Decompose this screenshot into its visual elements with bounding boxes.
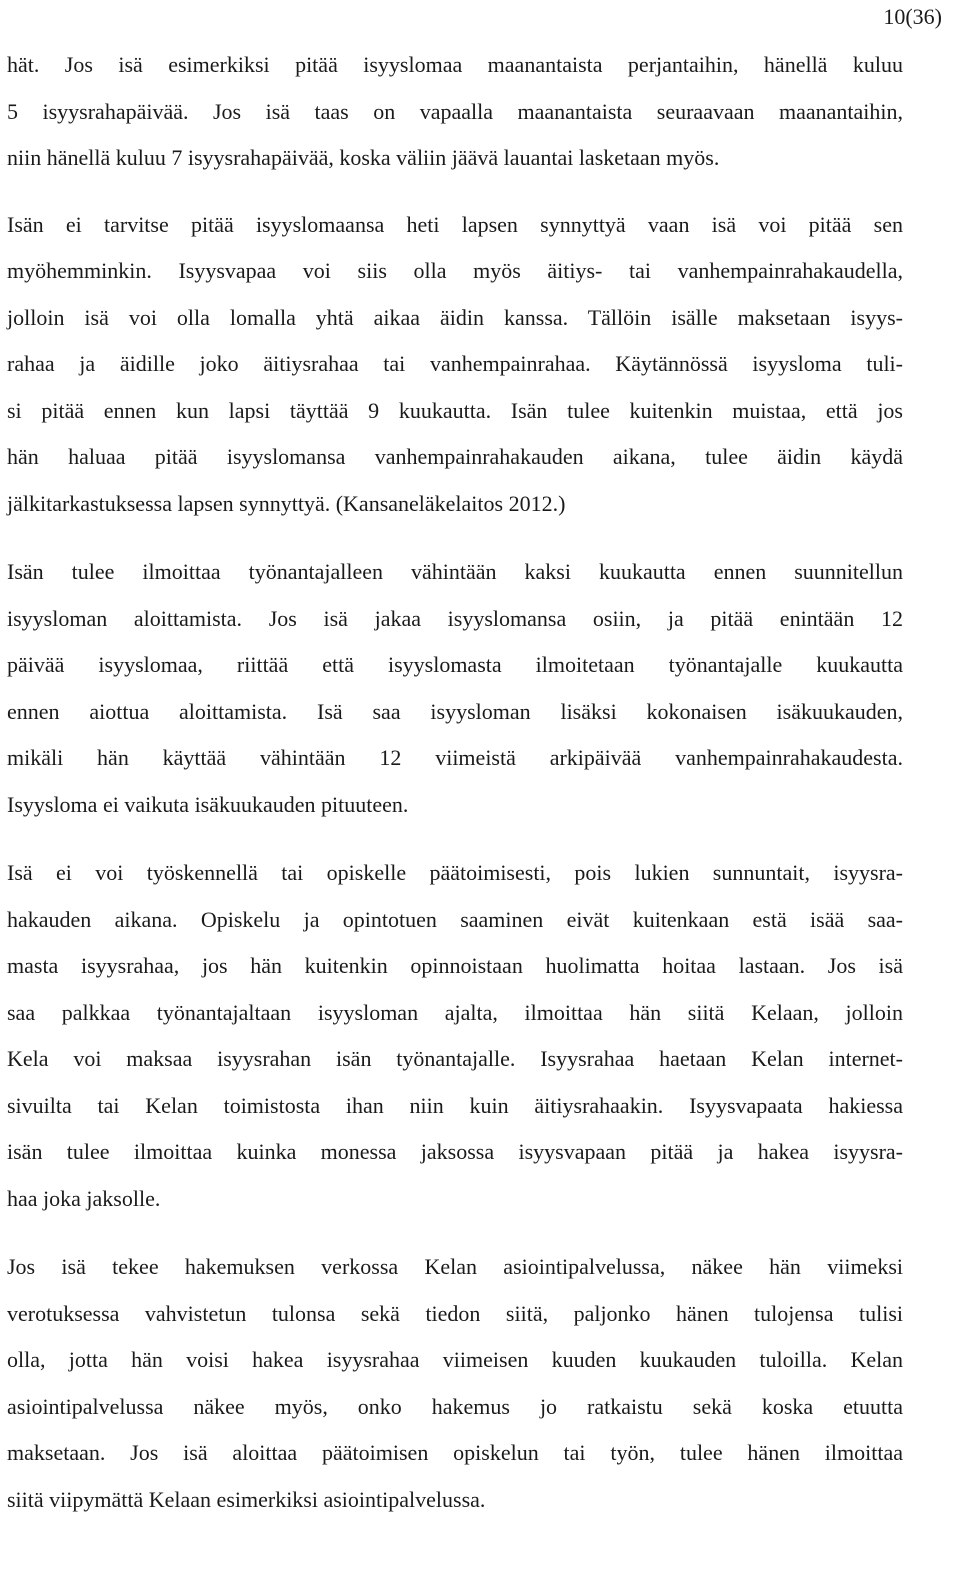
text-line: Isän tulee ilmoittaa työnantajalleen vähintään kaksi kuukautta ennen suunnitellun (7, 559, 903, 584)
text-line: myöhemminkin. Isyysvapaa voi siis olla myös äitiys- tai vanhempainrahakaudella, (7, 258, 903, 283)
paragraph-spacer (7, 828, 903, 850)
text-line: hakauden aikana. Opiskelu ja opintotuen saaminen eivät kuitenkaan estä isää saa- (7, 906, 903, 932)
text-line: ennen aiottua aloittamista. Isä saa isyysloman lisäksi kokonaisen isäkuukauden, (7, 698, 903, 724)
text-line: jälkitarkastuksessa lapsen synnyttyä. (Kansaneläkelaitos 2012.) (7, 490, 566, 516)
text-line: Isän ei tarvitse pitää isyyslomaansa heti lapsen synnyttyä vaan isä voi pitää sen (7, 211, 903, 237)
text-line: hät. Jos isä esimerkiksi pitää isyyslomaa maanantaista perjantaihin, hänellä kuluu (7, 52, 903, 77)
text-line: niin hänellä kuluu 7 isyysrahapäivää, koska väliin jäävä lauantai lasketaan myös. (7, 145, 720, 170)
paragraph-1 (7, 42, 903, 182)
paragraph-5 (7, 1244, 903, 1523)
text-line: päivää isyyslomaa, riittää että isyyslomasta ilmoitetaan työnantajalle kuukautta (7, 652, 903, 677)
text-line: sivuilta tai Kelan toimistosta ihan niin kuin äitiysrahaakin. Isyysvapaata hakiessa (7, 1092, 903, 1118)
text-line: Isyysloma ei vaikuta isäkuukauden pituuteen. (7, 791, 409, 817)
text-line: verotuksessa vahvistetun tulonsa sekä tiedon siitä, paljonko hänen tulojensa tulisi (7, 1300, 903, 1326)
text-line: si pitää ennen kun lapsi täyttää 9 kuukautta. Isän tulee kuitenkin muistaa, että jos (7, 397, 903, 423)
text-line: isyysloman aloittamista. Jos isä jakaa isyyslomansa osiin, ja pitää enintään 12 (7, 605, 903, 631)
paragraph-spacer (7, 1222, 903, 1244)
text-line: asiointipalvelussa näkee myös, onko hakemus jo ratkaistu sekä koska etuutta (7, 1393, 903, 1419)
text-line: rahaa ja äidille joko äitiysrahaa tai vanhempainrahaa. Käytännössä isyysloma tuli- (7, 351, 903, 376)
paragraph-spacer (7, 182, 903, 202)
document-body (7, 42, 903, 1523)
text-line: saa palkkaa työnantajaltaan isyysloman ajalta, ilmoittaa hän siitä Kelaan, jolloin (7, 999, 903, 1025)
paragraph-spacer (7, 527, 903, 549)
text-line: mikäli hän käyttää vähintään 12 viimeistä arkipäivää vanhempainrahakaudesta. (7, 745, 903, 770)
paragraph-4 (7, 850, 903, 1222)
text-line: hän haluaa pitää isyyslomansa vanhempainrahakauden aikana, tulee äidin käydä (7, 444, 903, 469)
paragraph-3 (7, 549, 903, 828)
text-line: Kela voi maksaa isyysrahan isän työnantajalle. Isyysrahaa haetaan Kelan internet- (7, 1046, 903, 1071)
text-line: Jos isä tekee hakemuksen verkossa Kelan asiointipalvelussa, näkee hän viimeksi (7, 1254, 903, 1279)
text-line: haa joka jaksolle. (7, 1185, 161, 1211)
text-line: isän tulee ilmoittaa kuinka monessa jaksossa isyysvapaan pitää ja hakea isyysra- (7, 1139, 903, 1164)
text-line: siitä viipymättä Kelaan esimerkiksi asiointipalvelussa. (7, 1486, 486, 1512)
text-line: masta isyysrahaa, jos hän kuitenkin opinnoistaan huolimatta hoitaa lastaan. Jos isä (7, 953, 903, 978)
text-line: maksetaan. Jos isä aloittaa päätoimisen opiskelun tai työn, tulee hänen ilmoittaa (7, 1440, 903, 1465)
text-line: 5 isyysrahapäivää. Jos isä taas on vapaalla maanantaista seuraavaan maanantaihin, (7, 98, 903, 124)
text-line: Isä ei voi työskennellä tai opiskelle päätoimisesti, pois lukien sunnuntait, isyysra- (7, 860, 903, 885)
text-line: jolloin isä voi olla lomalla yhtä aikaa äidin kanssa. Tällöin isälle maksetaan isyys- (7, 304, 903, 330)
page-number: 10(36) (883, 4, 942, 29)
text-line: olla, jotta hän voisi hakea isyysrahaa viimeisen kuuden kuukauden tuloilla. Kelan (7, 1347, 903, 1372)
paragraph-2 (7, 202, 903, 528)
